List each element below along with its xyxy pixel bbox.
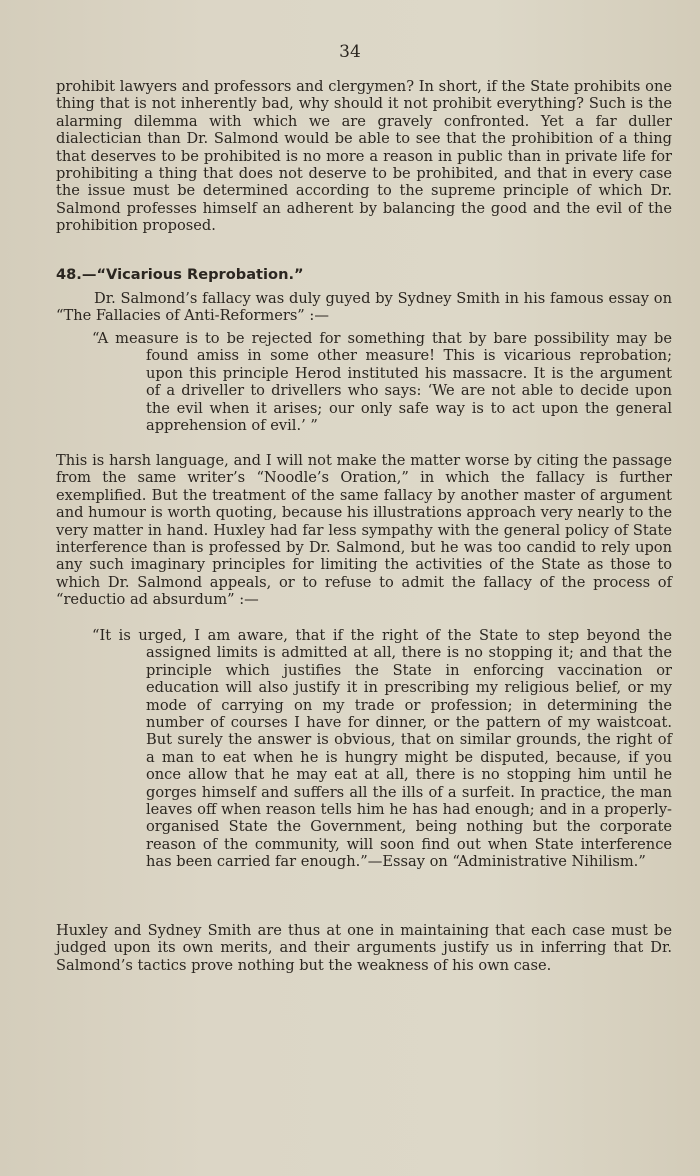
block-quote-huxley [92,627,672,871]
paragraph-body [56,452,672,609]
paragraph-text: prohibit lawyers and professors and clergymen? In short, if the State prohibits one thing that is not inherently bad, why should it not prohibit everything? Such is the alarming dilemma with which we are gravely confronted. Yet a far duller dialectician than Dr. Salmond would be able to see that the prohibition of a thing that deserves to be prohibited is no more a reason in public than in private life for prohibiting a thing that does not deserve to be prohibited, and that in every case the issue must be determined according to the supreme principle of which Dr. Salmond professes himself an adherent by balancing the good and the evil of the prohibition proposed. [56,78,672,235]
paragraph-conclusion [56,922,672,974]
paragraph-text: Huxley and Sydney Smith are thus at one in maintaining that each case must be judged upon its own merits, and their arguments justify us in inferring that Dr. Salmond’s tactics prove nothing but the weakness of his own case. [56,922,672,974]
block-quote-sydney-smith [92,330,672,434]
section-heading: 48.—“Vicarious Reprobation.” [56,266,304,283]
paragraph-continuation [56,78,672,235]
paragraph-text: This is harsh language, and I will not make the matter worse by citing the passage from the same writer’s “Noodle’s Oration,” in which the fallacy is further exemplified. But the treatment of the same fallacy by another master of argument and humour is worth quoting, because his illustrations approach very nearly to the very matter in hand. Huxley had far less sympathy with the general policy of State interference than is professed by Dr. Salmond, but he was too candid to rely upon any such imaginary principles for limiting the activities of the State as those to which Dr. Salmond appeals, or to refuse to admit the fallacy of the process of “reductio ad absurdum” :— [56,452,672,609]
quote-text: “A measure is to be rejected for something that by bare possibility may be found amiss in some other measure! This is vicarious reprobation; upon this principle Herod instituted his massacre. It is the argument of a driveller to drivellers who says: ‘We are not able to decide upon the evil when it arises; our only safe way is to act upon the general apprehension of evil.’ ” [92,330,672,435]
paragraph-intro [56,290,672,325]
paragraph-text: Dr. Salmond’s fallacy was duly guyed by Sydney Smith in his famous essay on “The Fallacies of Anti-Reformers” :— [56,290,672,325]
quote-text: “It is urged, I am aware, that if the right of the State to step beyond the assigned limits is admitted at all, there is no stopping it; and that the principle which justifies the State in enforcing vaccination or education will also justify it in prescribing my religious belief, or my mode of carrying on my trade or profession; in determining the number of courses I have for dinner, or the pattern of my waistcoat. But surely the answer is obvious, that on similar grounds, the right of a man to eat when he is hungry might be disputed, because, if you once allow that he may eat at all, there is no stopping him until he gorges himself and suffers all the ills of a surfeit. In practice, the man leaves off when reason tells him he has had enough; and in a properly-organised State the Government, being nothing but the corporate reason of the community, will soon find out when State interference has been carried far enough.”—Essay on “Administrative Nihilism.” [92,627,672,871]
page-number: 34 [339,42,361,62]
